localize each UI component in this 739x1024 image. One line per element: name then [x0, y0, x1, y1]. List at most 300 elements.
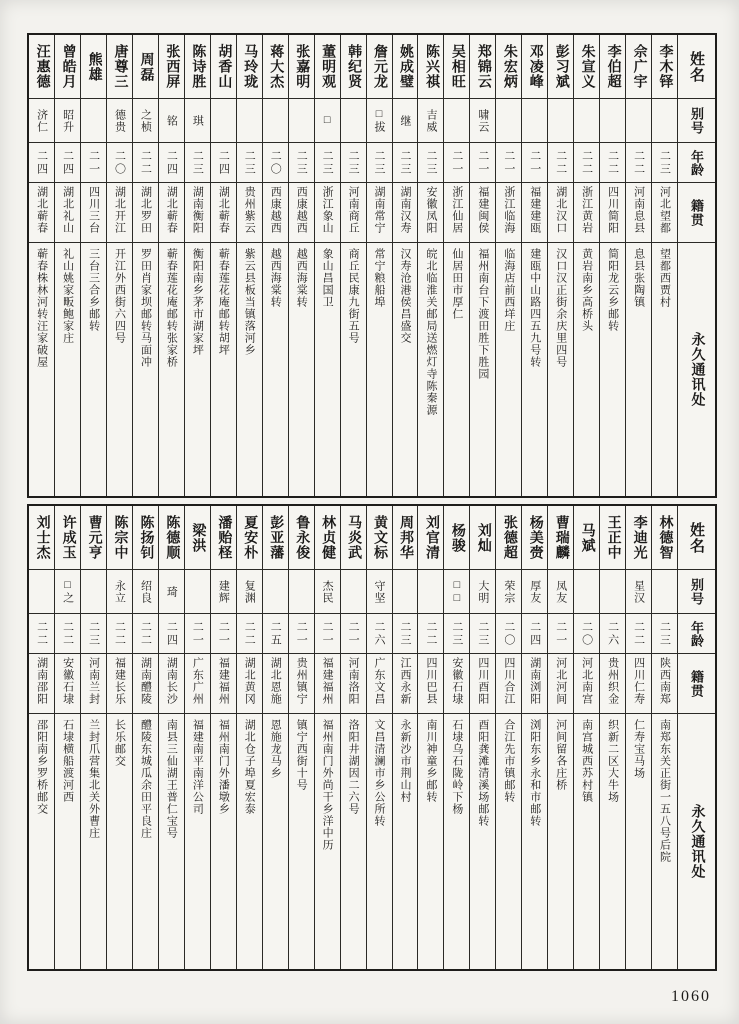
person-column — [392, 35, 418, 496]
native-cell: 四川简阳 — [600, 182, 625, 242]
native-cell: 福建闽侯 — [470, 182, 495, 242]
person-column — [340, 506, 366, 969]
address-cell: 息县张陶镇 — [626, 242, 651, 496]
address-cell: 石埭横船渡河西 — [55, 713, 80, 969]
age-cell: 二三 — [81, 613, 106, 653]
name-cell: 李迪光 — [631, 515, 647, 560]
alias-cell — [626, 98, 651, 142]
address-cell: 蕲春株林河转汪家破屋 — [29, 242, 54, 496]
address-cell: 织新二区大牛场 — [600, 713, 625, 969]
age-cell: 二一 — [496, 142, 521, 182]
native-cell: 安徽石埭 — [55, 653, 80, 713]
native-cell: 浙江黄岩 — [574, 182, 599, 242]
alias-cell — [444, 98, 469, 142]
name-cell: 王正中 — [605, 515, 621, 560]
age-cell: 二三 — [444, 613, 469, 653]
name-cell: 夏安朴 — [242, 515, 258, 560]
native-cell: 广东文昌 — [367, 653, 392, 713]
native-cell: 河南兰封 — [81, 653, 106, 713]
age-cell: 二一 — [289, 613, 314, 653]
native-cell: 贵州镇宁 — [289, 653, 314, 713]
alias-cell — [418, 569, 443, 613]
age-cell: 二六 — [367, 613, 392, 653]
alias-cell: 建辉 — [211, 569, 236, 613]
person-column — [54, 35, 80, 496]
alias-cell — [341, 98, 366, 142]
person-column — [184, 35, 210, 496]
page-number: 1060 — [671, 988, 711, 1005]
age-cell: 二一 — [548, 613, 573, 653]
alias-cell: □□ — [444, 569, 469, 613]
address-cell: 仁寿宝马场 — [626, 713, 651, 969]
header-column-top — [677, 35, 715, 496]
address-cell: 福州南门外潘墩乡 — [211, 713, 236, 969]
name-cell: 曹瑞麟 — [553, 515, 569, 560]
age-cell: 二四 — [159, 142, 184, 182]
alias-cell — [29, 569, 54, 613]
person-column — [158, 506, 184, 969]
name-cell: 周磊 — [138, 51, 154, 82]
address-cell: 罗田肖家坝邮转马面冲 — [133, 242, 158, 496]
native-cell: 湖南浏阳 — [522, 653, 547, 713]
person-column — [80, 35, 106, 496]
name-cell: 杨骏 — [449, 522, 465, 553]
address-cell: 仙居田市厚仁 — [444, 242, 469, 496]
native-cell: 浙江象山 — [315, 182, 340, 242]
age-cell: 二三 — [367, 142, 392, 182]
name-cell: 李伯超 — [605, 44, 621, 89]
address-cell: 皖北临淮关邮局送燃灯寺陈秦源 — [418, 242, 443, 496]
person-column — [106, 35, 132, 496]
name-cell: 董明观 — [320, 44, 336, 89]
header-native-label: 籍贯 — [678, 182, 715, 242]
person-column — [29, 35, 54, 496]
age-cell: 二四 — [211, 142, 236, 182]
name-cell: 陈德顺 — [164, 515, 180, 560]
name-cell: 朱宏炳 — [501, 44, 517, 89]
age-cell: 二二 — [600, 142, 625, 182]
alias-cell: 复渊 — [237, 569, 262, 613]
name-cell: 詹元龙 — [372, 44, 388, 89]
address-cell: 恩施龙马乡 — [263, 713, 288, 969]
person-column — [314, 506, 340, 969]
age-cell: 二三 — [185, 142, 210, 182]
person-column — [366, 506, 392, 969]
address-cell: 衡阳南乡茅市湖家坪 — [185, 242, 210, 496]
person-column — [132, 506, 158, 969]
native-cell: 安徽凤阳 — [418, 182, 443, 242]
native-cell: 四川三台 — [81, 182, 106, 242]
name-cell: 蒋大杰 — [268, 44, 284, 89]
alias-cell — [263, 98, 288, 142]
address-cell: 兰封爪营集北关外曹庄 — [81, 713, 106, 969]
native-cell: 福建长乐 — [107, 653, 132, 713]
age-cell: 二三 — [652, 142, 677, 182]
address-cell: 长乐邮交 — [107, 713, 132, 969]
address-cell: 汉口汉正街余庆里四号 — [548, 242, 573, 496]
alias-cell — [237, 98, 262, 142]
name-cell: 陈诗胜 — [190, 44, 206, 89]
name-cell: 黄文标 — [372, 515, 388, 560]
name-cell: 吴相旺 — [449, 44, 465, 89]
address-cell: 石埭乌石陇岭下杨 — [444, 713, 469, 969]
roster-table-top — [27, 33, 717, 498]
header-age-label: 年龄 — [678, 613, 715, 653]
address-cell: 福州南台下渡田胜下胜园 — [470, 242, 495, 496]
name-cell: 张西屏 — [164, 44, 180, 89]
name-cell: 许成玉 — [60, 515, 76, 560]
name-cell: 张德超 — [501, 515, 517, 560]
native-cell: 河北望都 — [652, 182, 677, 242]
person-column — [392, 506, 418, 969]
person-column — [29, 506, 54, 969]
native-cell: 湖南醴陵 — [133, 653, 158, 713]
native-cell: 湖南衡阳 — [185, 182, 210, 242]
person-column — [495, 506, 521, 969]
alias-cell — [289, 98, 314, 142]
alias-cell — [522, 98, 547, 142]
name-cell: 彭亚藩 — [268, 515, 284, 560]
age-cell: 二二 — [626, 613, 651, 653]
age-cell: 二二 — [548, 142, 573, 182]
person-column — [340, 35, 366, 496]
person-column — [80, 506, 106, 969]
alias-cell: 德贵 — [107, 98, 132, 142]
age-cell: 二三 — [341, 142, 366, 182]
age-cell: 二二 — [133, 142, 158, 182]
address-cell: 南川神童乡邮转 — [418, 713, 443, 969]
roster-table-bottom — [27, 504, 717, 971]
native-cell: 广东广州 — [185, 653, 210, 713]
native-cell: 四川巴县 — [418, 653, 443, 713]
age-cell: 二二 — [237, 613, 262, 653]
name-cell: 彭习斌 — [553, 44, 569, 89]
alias-cell — [393, 569, 418, 613]
native-cell: 湖北蕲春 — [211, 182, 236, 242]
age-cell: 二三 — [289, 142, 314, 182]
alias-cell: 凤友 — [548, 569, 573, 613]
header-alias-label: 别号 — [678, 98, 715, 142]
age-cell: 二五 — [263, 613, 288, 653]
native-cell: 陕西南郑 — [652, 653, 677, 713]
age-cell: 二二 — [574, 142, 599, 182]
native-cell: 河南商丘 — [341, 182, 366, 242]
person-column — [573, 35, 599, 496]
name-cell: 邓凌峰 — [527, 44, 543, 89]
age-cell: 二四 — [29, 142, 54, 182]
alias-cell: 永立 — [107, 569, 132, 613]
native-cell: 江西永新 — [393, 653, 418, 713]
age-cell: 二一 — [522, 142, 547, 182]
native-cell: 福建福州 — [315, 653, 340, 713]
person-column — [521, 35, 547, 496]
alias-cell — [600, 569, 625, 613]
address-cell: 临海店前西垟庄 — [496, 242, 521, 496]
address-cell: 永新沙市荆山村 — [393, 713, 418, 969]
alias-cell: 杰民 — [315, 569, 340, 613]
header-name-label: 姓名 — [688, 521, 704, 554]
address-cell: 紫云县板当镇落河乡 — [237, 242, 262, 496]
name-cell: 韩纪贤 — [346, 44, 362, 89]
age-cell: 二二 — [133, 613, 158, 653]
address-cell: 三台三合乡邮转 — [81, 242, 106, 496]
person-column — [106, 506, 132, 969]
name-cell: 梁洪 — [190, 522, 206, 553]
alias-cell — [211, 98, 236, 142]
person-column — [547, 35, 573, 496]
person-column — [132, 35, 158, 496]
age-cell: 二三 — [470, 613, 495, 653]
name-cell: 陈宗中 — [112, 515, 128, 560]
alias-cell: 继 — [393, 98, 418, 142]
age-cell: 二二 — [55, 613, 80, 653]
name-cell: 林贞健 — [320, 515, 336, 560]
alias-cell — [496, 98, 521, 142]
age-cell: 二〇 — [496, 613, 521, 653]
address-cell: 浏阳东乡永和市邮转 — [522, 713, 547, 969]
alias-cell — [263, 569, 288, 613]
header-address-label: 永久通讯处 — [678, 713, 715, 969]
alias-cell — [185, 569, 210, 613]
person-column — [469, 506, 495, 969]
alias-cell: 守坚 — [367, 569, 392, 613]
name-cell: 张嘉明 — [294, 44, 310, 89]
person-column — [314, 35, 340, 496]
age-cell: 二三 — [393, 613, 418, 653]
name-cell: 杨美赍 — [527, 515, 543, 560]
name-cell: 李木铎 — [657, 44, 673, 89]
alias-cell — [81, 98, 106, 142]
person-column — [625, 35, 651, 496]
native-cell: 河南洛阳 — [341, 653, 366, 713]
name-cell: 林德智 — [657, 515, 673, 560]
name-cell: 马玲珑 — [242, 44, 258, 89]
native-cell: 湖北礼山 — [55, 182, 80, 242]
age-cell: 二一 — [341, 613, 366, 653]
alias-cell — [600, 98, 625, 142]
alias-cell: 荣宗 — [496, 569, 521, 613]
age-cell: 二二 — [418, 613, 443, 653]
address-cell: 酉阳龚滩清溪场邮转 — [470, 713, 495, 969]
name-cell: 刘官清 — [423, 515, 439, 560]
person-column — [573, 506, 599, 969]
person-column — [599, 506, 625, 969]
name-cell: 鲁永俊 — [294, 515, 310, 560]
alias-cell: 琪 — [185, 98, 210, 142]
person-column — [288, 35, 314, 496]
name-cell: 胡香山 — [216, 44, 232, 89]
address-cell: 南郑东关正街一五八号后院 — [652, 713, 677, 969]
name-cell: 朱宣义 — [579, 44, 595, 89]
address-cell: 邵阳南乡罗桥邮交 — [29, 713, 54, 969]
header-age-label: 年龄 — [678, 142, 715, 182]
name-cell: 陈扬钊 — [138, 515, 154, 560]
address-cell: 汉寿沧港侯昌盛交 — [393, 242, 418, 496]
name-cell: 姚成璧 — [398, 44, 413, 89]
person-column — [262, 35, 288, 496]
age-cell: 二一 — [444, 142, 469, 182]
address-cell: 象山昌国卫 — [315, 242, 340, 496]
person-column — [651, 506, 677, 969]
age-cell: 二四 — [522, 613, 547, 653]
native-cell: 四川合江 — [496, 653, 521, 713]
name-cell: 熊雄 — [86, 51, 102, 82]
native-cell: 湖北开江 — [107, 182, 132, 242]
age-cell: 二一 — [315, 613, 340, 653]
address-cell: 蕲春莲花庵邮转张家桥 — [159, 242, 184, 496]
alias-cell: 绍良 — [133, 569, 158, 613]
header-name-label: 姓名 — [688, 50, 704, 83]
native-cell: 贵州织金 — [600, 653, 625, 713]
name-cell: 刘士杰 — [34, 515, 50, 560]
native-cell: 湖南邵阳 — [29, 653, 54, 713]
person-column — [210, 506, 236, 969]
alias-cell: 星汉 — [626, 569, 651, 613]
native-cell: 湖南长沙 — [159, 653, 184, 713]
alias-cell — [574, 569, 599, 613]
address-cell: 南宫城西苏村镇 — [574, 713, 599, 969]
age-cell: 二一 — [185, 613, 210, 653]
person-column — [236, 35, 262, 496]
name-cell: 马炎武 — [346, 515, 362, 560]
native-cell: 河北南宫 — [574, 653, 599, 713]
name-cell: 曾皓月 — [60, 44, 76, 89]
age-cell: 二二 — [626, 142, 651, 182]
header-alias-label: 别号 — [678, 569, 715, 613]
age-cell: 二四 — [159, 613, 184, 653]
name-cell: 刘灿 — [475, 522, 491, 553]
native-cell: 西康越西 — [263, 182, 288, 242]
alias-cell — [574, 98, 599, 142]
age-cell: 二一 — [470, 142, 495, 182]
native-cell: 湖北蕲春 — [29, 182, 54, 242]
name-cell: 唐尊三 — [112, 44, 128, 89]
person-column — [417, 506, 443, 969]
alias-cell: □ — [315, 98, 340, 142]
address-cell: 黄岩南乡高桥头 — [574, 242, 599, 496]
address-cell: 望都西贾村 — [652, 242, 677, 496]
address-cell: 镇宁西街十号 — [289, 713, 314, 969]
age-cell: 二四 — [55, 142, 80, 182]
address-cell: 醴陵东城瓜余田平良庄 — [133, 713, 158, 969]
person-column — [158, 35, 184, 496]
address-cell: 南县三仙湖王普仁宝号 — [159, 713, 184, 969]
alias-cell — [341, 569, 366, 613]
alias-cell — [652, 98, 677, 142]
name-cell: 曹元亨 — [86, 515, 102, 560]
alias-cell: 济仁 — [29, 98, 54, 142]
header-column-bottom — [677, 506, 715, 969]
native-cell: 安徽石埭 — [444, 653, 469, 713]
age-cell: 二〇 — [574, 613, 599, 653]
person-column — [495, 35, 521, 496]
native-cell: 贵州紫云 — [237, 182, 262, 242]
alias-cell: 琦 — [159, 569, 184, 613]
address-cell: 河间留各庄桥 — [548, 713, 573, 969]
native-cell: 湖北恩施 — [263, 653, 288, 713]
alias-cell — [289, 569, 314, 613]
address-cell: 合江先市镇邮转 — [496, 713, 521, 969]
person-column — [54, 506, 80, 969]
person-column — [184, 506, 210, 969]
alias-cell: 铭 — [159, 98, 184, 142]
person-column — [236, 506, 262, 969]
native-cell: 湖南常宁 — [367, 182, 392, 242]
person-column — [366, 35, 392, 496]
name-cell: 潘贻柽 — [216, 515, 232, 560]
age-cell: 二三 — [393, 142, 418, 182]
person-column — [625, 506, 651, 969]
person-column — [288, 506, 314, 969]
person-column — [210, 35, 236, 496]
person-column — [651, 35, 677, 496]
native-cell: 湖北黄冈 — [237, 653, 262, 713]
alias-cell: □拔 — [367, 98, 392, 142]
address-cell: 开江外西街六四号 — [107, 242, 132, 496]
age-cell: 二二 — [107, 613, 132, 653]
name-cell: 汪惠德 — [34, 44, 50, 89]
person-column — [417, 35, 443, 496]
age-cell: 二三 — [652, 613, 677, 653]
native-cell: 河北河间 — [548, 653, 573, 713]
person-column — [262, 506, 288, 969]
address-cell: 湖北仓子埠夏宏泰 — [237, 713, 262, 969]
native-cell: 福建福州 — [211, 653, 236, 713]
age-cell: 二〇 — [107, 142, 132, 182]
age-cell: 二一 — [211, 613, 236, 653]
address-cell: 文昌清澜市乡公所转 — [367, 713, 392, 969]
address-cell: 越西海棠转 — [289, 242, 314, 496]
address-cell: 商丘民康九街五号 — [341, 242, 366, 496]
name-cell: 佘广宇 — [631, 44, 647, 89]
person-column — [443, 35, 469, 496]
native-cell: 浙江临海 — [496, 182, 521, 242]
alias-cell: 啸云 — [470, 98, 495, 142]
alias-cell: 吉威 — [418, 98, 443, 142]
alias-cell — [81, 569, 106, 613]
age-cell: 二三 — [315, 142, 340, 182]
alias-cell: 昭升 — [55, 98, 80, 142]
native-cell: 湖北汉口 — [548, 182, 573, 242]
age-cell: 二六 — [600, 613, 625, 653]
age-cell: 二三 — [418, 142, 443, 182]
name-cell: 周邦华 — [398, 515, 413, 560]
alias-cell: 厚友 — [522, 569, 547, 613]
address-cell: 越西海棠转 — [263, 242, 288, 496]
person-column — [443, 506, 469, 969]
person-column — [521, 506, 547, 969]
header-address-label: 永久通讯处 — [678, 242, 715, 496]
alias-cell — [548, 98, 573, 142]
address-cell: 蕲春莲花庵邮转胡坪 — [211, 242, 236, 496]
native-cell: 四川酉阳 — [470, 653, 495, 713]
address-cell: 建瓯中山路四五九号转 — [522, 242, 547, 496]
name-cell: 陈兴祺 — [423, 44, 439, 89]
address-cell: 福州南门外尚干乡洋中历 — [315, 713, 340, 969]
address-cell: 常宁粮船埠 — [367, 242, 392, 496]
person-column — [469, 35, 495, 496]
address-cell: 福建南平南洋公司 — [185, 713, 210, 969]
native-cell: 湖南汉寿 — [393, 182, 418, 242]
age-cell: 二〇 — [263, 142, 288, 182]
native-cell: 浙江仙居 — [444, 182, 469, 242]
native-cell: 四川仁寿 — [626, 653, 651, 713]
alias-cell: 大明 — [470, 569, 495, 613]
native-cell: 湖北罗田 — [133, 182, 158, 242]
native-cell: 西康越西 — [289, 182, 314, 242]
age-cell: 二三 — [237, 142, 262, 182]
address-cell: 简阳龙云乡邮转 — [600, 242, 625, 496]
